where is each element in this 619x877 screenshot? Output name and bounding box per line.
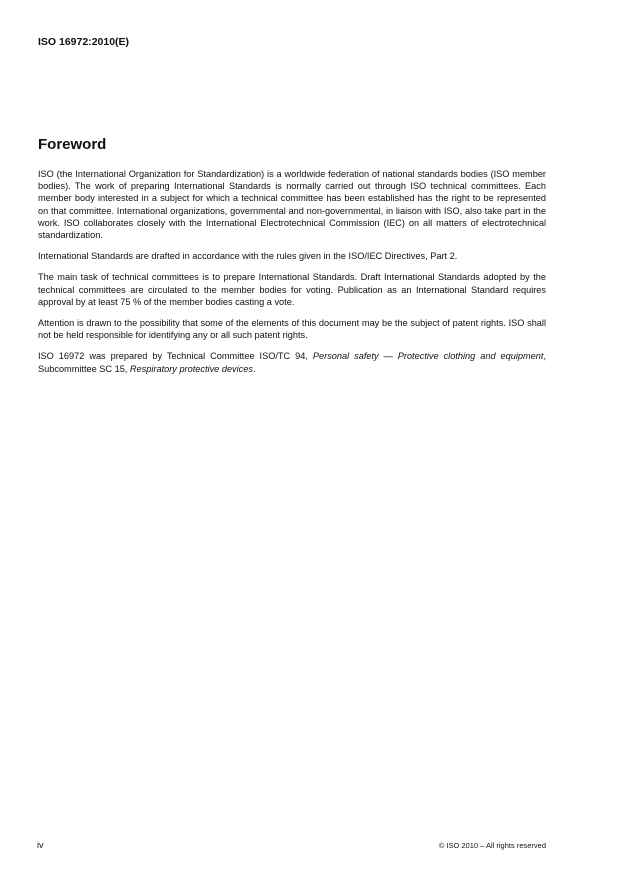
paragraph-committee-task: The main task of technical committees is to prepare International Standards. Draft International Standards adopted by the technical committees are circulated to the member bodies for voting. Publication as an International Standard requires approval by at least 75 % of the member bodies casting a vote. <box>38 272 546 307</box>
paragraph-patent-notice: Attention is drawn to the possibility that some of the elements of this document may be the subject of patent rights. ISO shall not be held responsible for identifying any or all such patent rights. <box>38 318 546 341</box>
prepared-by-text-1: ISO 16972 was prepared by Technical Committee ISO/TC 94, <box>38 351 313 362</box>
prepared-by-text-3: . <box>252 363 256 374</box>
document-id: ISO 16972:2010(E) <box>38 36 130 48</box>
prepared-by-text-2: , Subcommittee SC 15, <box>38 351 546 374</box>
subcommittee-title: Respiratory protective devices <box>129 363 253 374</box>
paragraph-drafting-rules: International Standards are drafted in accordance with the rules given in the ISO/IEC Directives, Part 2. <box>38 251 458 262</box>
section-title: Foreword <box>38 136 107 153</box>
paragraph-prepared-by <box>38 350 546 374</box>
foreword-body <box>38 168 546 375</box>
page-number: iv <box>37 840 44 850</box>
copyright-notice: © ISO 2010 – All rights reserved <box>438 841 546 850</box>
committee-title: Personal safety — Protective clothing and equipment <box>312 351 544 362</box>
paragraph-iso-intro: ISO (the International Organization for Standardization) is a worldwide federation of national standards bodies (ISO member bodies). The work of preparing International Standards is normally carried out through ISO technical committees. Each member body interested in a subject for which a technical committee has been established has the right to be represented on that committee. International organizations, governmental and non-governmental, in liaison with ISO, also take part in the work. ISO collaborates closely with the International Electrotechnical Commission (IEC) on all matters of electrotechnical standardization. <box>38 169 546 241</box>
